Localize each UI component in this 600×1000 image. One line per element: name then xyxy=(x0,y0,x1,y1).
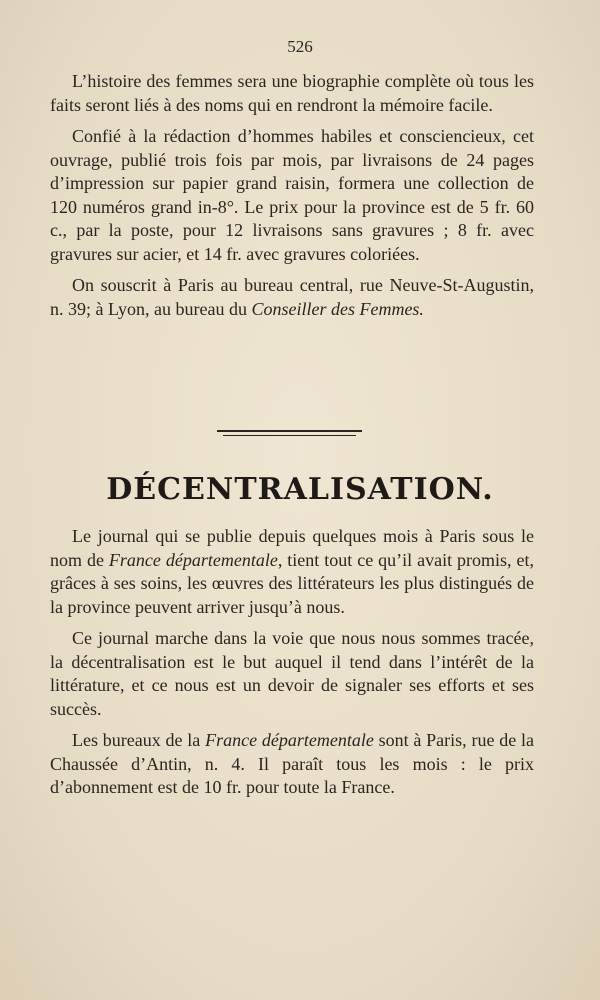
paragraph xyxy=(50,274,534,321)
italic-title: Conseiller des Femmes. xyxy=(251,298,424,319)
italic-title: France départementale xyxy=(205,730,374,750)
section-decentralisation xyxy=(50,525,534,808)
paragraph-text: , tient tout ce qu’il avait promis, et, grâces à ses soins, les œuvres des littérateurs les plus distingués de la province peuvent arriver jusqu’à nous. xyxy=(50,549,534,617)
italic-title: France départementale xyxy=(108,549,278,570)
paragraph: Confié à la rédaction d’hommes habiles et consciencieux, cet ouvrage, publié trois fois par mois, par livraisons de 24 pages d’impression sur papier grand raisin, formera une collection de 120 numéros grand in-8°. Le prix pour la province est de 5 fr. 60 c., par la poste, pour 12 livraisons sans gravures ; 8 fr. avec gravures sur acier, et 14 fr. avec gravures coloriées. xyxy=(50,126,534,264)
paragraph: L’histoire des femmes sera une biographie complète où tous les faits seront liés à des noms qui en rendront la mémoire facile. xyxy=(50,71,534,115)
double-rule-divider xyxy=(217,430,362,440)
section-women-history xyxy=(50,70,534,329)
paragraph xyxy=(50,525,534,619)
paragraph-text: sont à Paris, rue de la Chaussée d’Antin, n. 4. Il paraît tous les mois : le prix d’abonnement est de 10 fr. pour toute la France. xyxy=(50,730,534,797)
paragraph-text: Le journal qui se publie depuis quelques mois à Paris sous le nom de xyxy=(50,526,534,570)
page-number: 526 xyxy=(287,37,313,56)
paragraph xyxy=(50,729,534,800)
paragraph: Ce journal marche dans la voie que nous nous sommes tracée, la décentralisation est le but auquel il tend dans l’intérêt de la littérature, et ce nous est un devoir de signaler ses efforts et ses succès. xyxy=(50,628,534,719)
paragraph-text: On souscrit à Paris au bureau central, rue Neuve-St-Augustin, n. 39; à Lyon, au bureau du xyxy=(50,275,534,319)
paragraph-text: Les bureaux de la xyxy=(72,730,206,750)
section-heading: DÉCENTRALISATION. xyxy=(106,472,494,507)
